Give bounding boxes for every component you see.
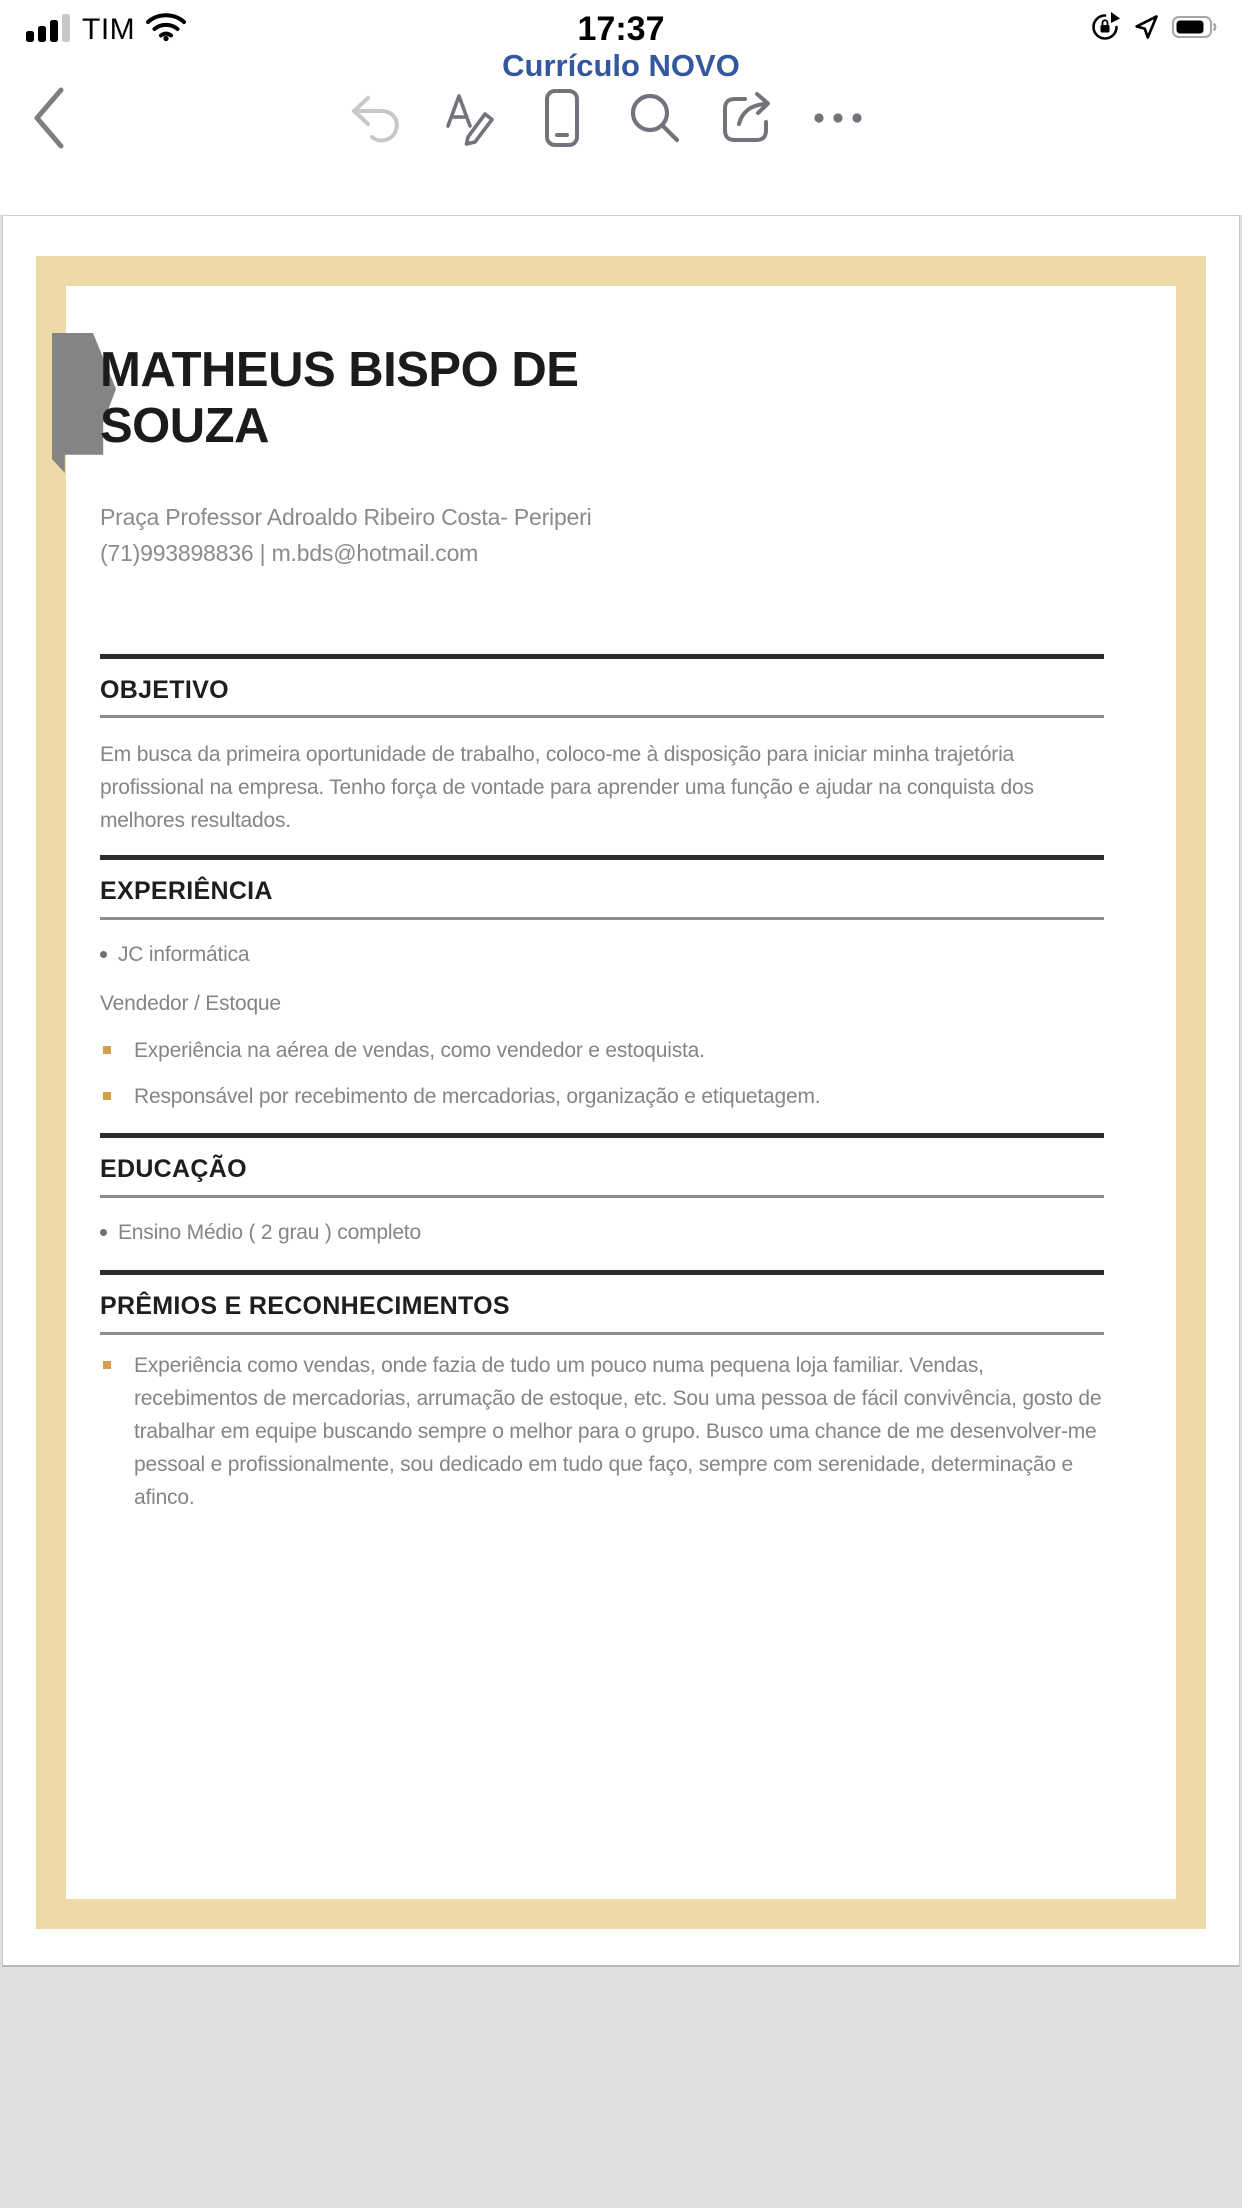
role-line: Vendedor / Estoque xyxy=(100,992,281,1016)
education-line xyxy=(100,1216,1104,1249)
carrier-label: TIM xyxy=(82,12,136,46)
section-premios xyxy=(100,1270,1104,1514)
search-button[interactable] xyxy=(617,82,693,158)
square-bullet xyxy=(103,1361,111,1369)
resume-content xyxy=(100,216,1104,1514)
section-rule-bottom xyxy=(100,1195,1104,1198)
ellipsis-icon xyxy=(806,86,870,155)
back-button[interactable] xyxy=(12,82,88,158)
document-title: Currículo NOVO xyxy=(502,48,740,83)
format-text-icon xyxy=(438,86,502,155)
section-rule-bottom xyxy=(100,917,1104,920)
phone-email-line: (71)993898836 | m.bds@hotmail.com xyxy=(100,539,479,566)
status-bar xyxy=(0,0,1242,52)
share-button[interactable] xyxy=(709,82,785,158)
square-bullet xyxy=(103,1092,111,1100)
section-heading: OBJETIVO xyxy=(100,675,229,704)
section-rule-top xyxy=(100,1270,1104,1275)
document-page[interactable] xyxy=(2,215,1240,1967)
section-heading: EDUCAÇÃO xyxy=(100,1155,247,1184)
company-line xyxy=(100,938,1104,971)
section-rule-top xyxy=(100,654,1104,659)
address-line: Praça Professor Adroaldo Ribeiro Costa- Periperi xyxy=(100,503,592,530)
share-icon xyxy=(715,86,779,155)
bullet-text: Experiência como vendas, onde fazia de tudo um pouco numa pequena loja familiar. Vendas, recebimentos de mercadorias, arrumação de estoque, etc. Sou uma pessoa de fácil convivência, gosto de trabalhar em equipe buscando sempre o melhor para o grupo. Busco uma chance de me desenvolver-me pessoal e profissionalmente, sou dedicado em tudo que faço, sempre com serenidade, determinação e afinco. xyxy=(134,1353,1102,1509)
section-rule-bottom xyxy=(100,715,1104,718)
battery-icon xyxy=(1172,15,1218,44)
bullet-text: Experiência na aérea de vendas, como vendedor e estoquista. xyxy=(134,1039,705,1063)
section-heading: PRÊMIOS E RECONHECIMENTOS xyxy=(100,1291,510,1320)
title-bar xyxy=(0,48,1242,84)
status-time: 17:37 xyxy=(577,10,665,48)
location-icon xyxy=(1132,13,1160,46)
list-item xyxy=(100,1080,1104,1113)
status-right xyxy=(1090,12,1218,47)
undo-icon xyxy=(343,86,407,155)
contact-block xyxy=(100,499,1104,571)
toolbar xyxy=(0,82,1242,212)
round-bullet xyxy=(100,1229,107,1236)
company-name: JC informática xyxy=(118,943,250,967)
section-rule-top xyxy=(100,855,1104,860)
section-rule-top xyxy=(100,1133,1104,1138)
section-heading: EXPERIÊNCIA xyxy=(100,877,273,906)
education-text: Ensino Médio ( 2 grau ) completo xyxy=(118,1220,421,1244)
format-button[interactable] xyxy=(432,82,508,158)
list-item xyxy=(100,1034,1104,1067)
mobile-view-button[interactable] xyxy=(524,82,600,158)
mobile-view-icon xyxy=(530,86,594,155)
section-experiencia xyxy=(100,855,1104,1113)
experience-bullet-list xyxy=(100,1034,1104,1113)
objetivo-paragraph: Em busca da primeira oportunidade de trabalho, coloco-me à disposição para iniciar minha trajetória profissional na empresa. Tenho força de vontade para aprender uma função e ajudar na conquista dos melhores resultados. xyxy=(100,743,1034,833)
app-chrome xyxy=(0,0,1242,215)
undo-button[interactable] xyxy=(337,82,413,158)
more-button[interactable] xyxy=(800,82,876,158)
list-item xyxy=(100,1349,1104,1514)
section-educacao xyxy=(100,1133,1104,1249)
awards-bullet-list xyxy=(100,1349,1104,1514)
chevron-left-icon xyxy=(25,84,75,157)
section-objetivo xyxy=(100,654,1104,838)
bullet-text: Responsável por recebimento de mercadorias, organização e etiquetagem. xyxy=(134,1085,821,1109)
section-rule-bottom xyxy=(100,1332,1104,1335)
square-bullet xyxy=(103,1046,111,1054)
search-icon xyxy=(623,86,687,155)
orientation-lock-icon xyxy=(1090,12,1120,47)
resume-name: MATHEUS BISPO DE SOUZA xyxy=(100,343,579,454)
round-bullet xyxy=(100,951,107,958)
